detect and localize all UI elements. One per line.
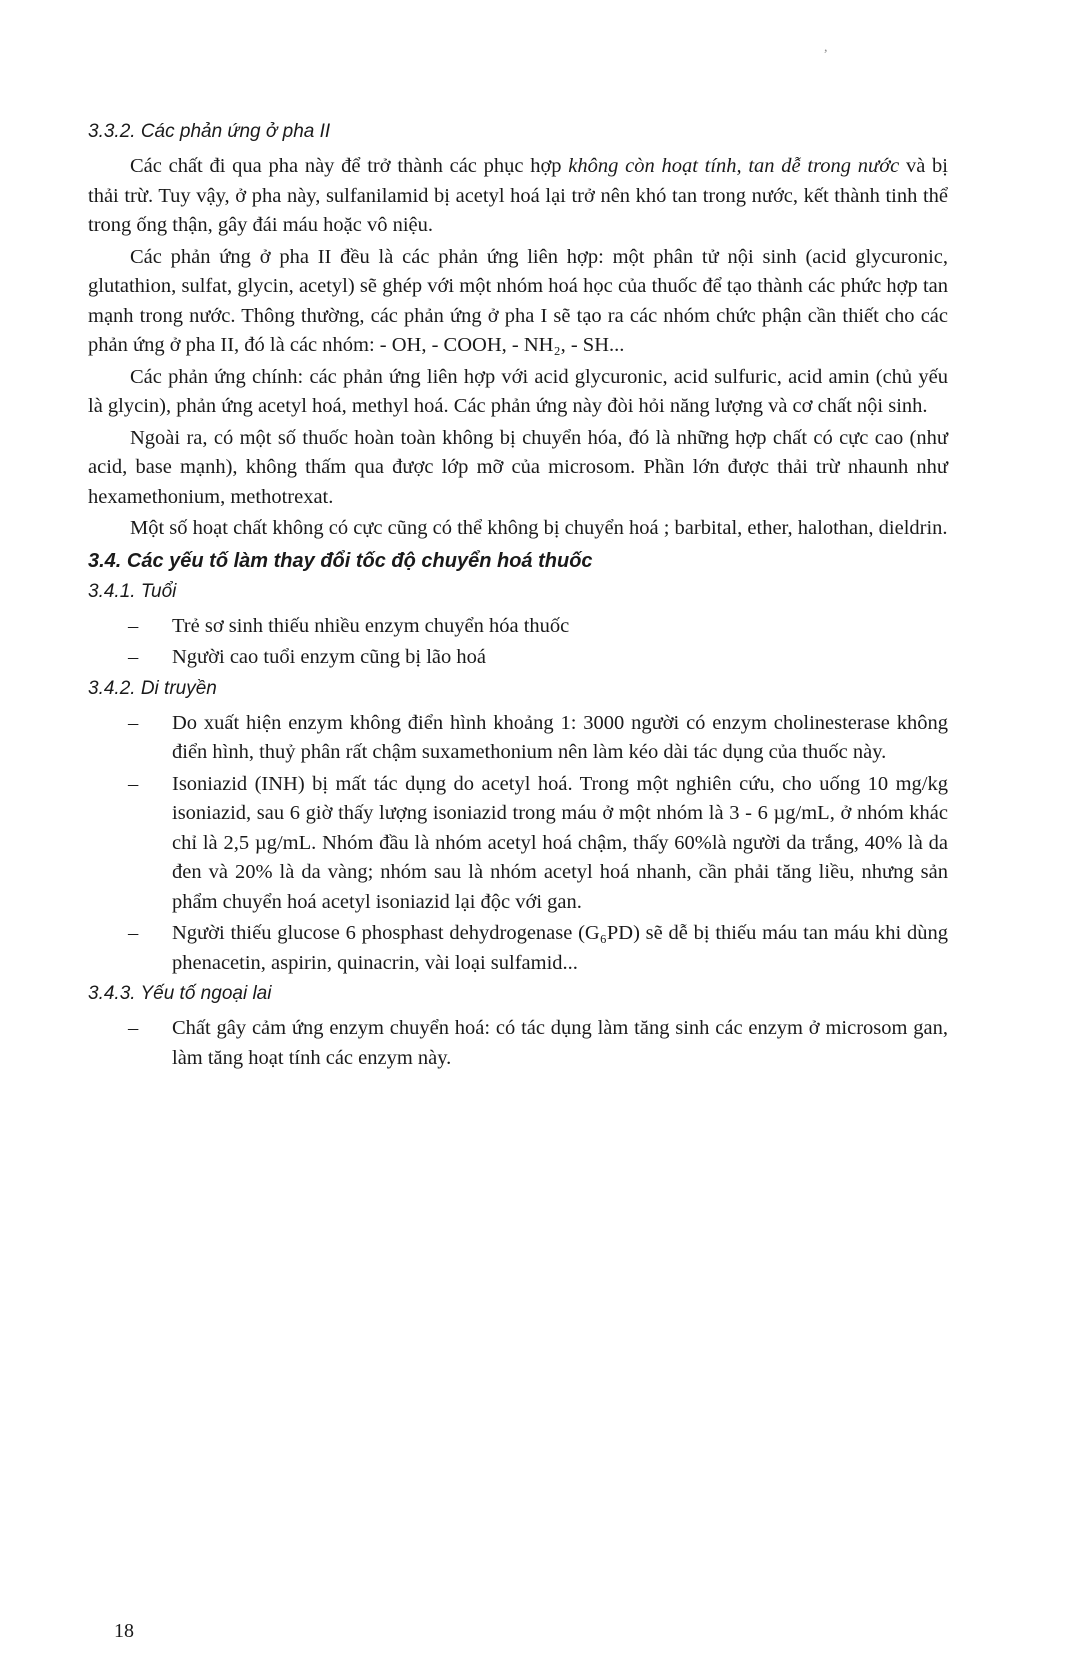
dash-bullet: – <box>128 772 139 795</box>
list-item-text: Do xuất hiện enzym không điển hình khoảng 1: 3000 người có enzym cholinesterase không điển hình, thuỷ phân rất chậm suxamethonium nên làm kéo dài tác dụng của thuốc này. <box>172 711 948 763</box>
list-3-4-3 <box>128 1014 948 1073</box>
dash-bullet: – <box>128 614 139 637</box>
list-item <box>128 770 948 918</box>
page-number: 18 <box>114 1620 134 1642</box>
paragraph-1 <box>88 152 948 241</box>
list-item-text: Người cao tuổi enzym cũng bị lão hoá <box>172 646 486 668</box>
p1-emphasis: không còn hoạt tính, tan dễ trong nước <box>568 155 900 177</box>
list-item <box>128 709 948 768</box>
list-item <box>128 643 948 673</box>
heading-3-3-2: 3.3.2. Các phản ứng ở pha II <box>88 121 331 142</box>
p1-text-a: Các chất đi qua pha này để trở thành các phục hợp <box>130 155 569 177</box>
heading-3-4-3: 3.4.3. Yếu tố ngoại lai <box>88 983 272 1004</box>
paragraph-2: Các phản ứng ở pha II đều là các phản ứng liên hợp: một phân tử nội sinh (acid glycuronic, glutathion, sulfat, glycin, acetyl) sẽ ghép với một nhóm hoá học của thuốc để tạo thành các phức hợp tan mạnh trong nước. Thông thường, các phản ứng ở pha I sẽ tạo ra các nhóm chức phận cần thiết cho các phản ứng ở pha II, đó là các nhóm: - OH, - COOH, - NH₂, - SH... <box>88 245 948 356</box>
paragraph-3: Các phản ứng chính: các phản ứng liên hợp với acid glycuronic, acid sulfuric, acid amin (chủ yếu là glycin), phản ứng acetyl hoá, methyl hoá. Các phản ứng này đòi hỏi năng lượng và cơ chất nội sinh. <box>88 365 948 417</box>
dash-bullet: – <box>128 922 139 944</box>
heading-3-4-2: 3.4.2. Di truyền <box>88 677 217 699</box>
list-item-text: Chất gây cảm ứng enzym chuyển hoá: có tác dụng làm tăng sinh các enzym ở microsom gan, làm tăng hoạt tính các enzym này. <box>172 1017 948 1069</box>
dash-bullet: – <box>128 711 139 734</box>
p1-text-b: và bị thải trừ. Tuy vậy, ở pha này, sulfanilamid bị acetyl hoá lại trở nên khó tan trong nước, kết thành tinh thể trong ống thận, gây đái máu hoặc vô niệu. <box>88 155 949 236</box>
dash-bullet: – <box>128 646 139 668</box>
page-content <box>88 120 948 1077</box>
list-3-4-1 <box>128 612 948 673</box>
dash-bullet: – <box>128 1017 139 1039</box>
heading-3-4-1: 3.4.1. Tuổi <box>88 580 177 602</box>
stray-mark: , <box>824 40 828 55</box>
list-item-text: Isoniazid (INH) bị mất tác dụng do acetyl hoá. Trong một nghiên cứu, cho uống 10 mg/kg isoniazid, sau 6 giờ thấy lượng isoniazid trong máu ở một nhóm là 3 - 6 µg/mL, ở nhóm khác chỉ là 2,5 µg/mL. Nhóm đầu là nhóm acetyl hoá chậm, thấy 60%là người da trắng, 40% là da đen và 20% là da vàng; nhóm sau là nhóm acetyl hoá nhanh, cần phải tăng liều, nhưng sản phẩm chuyển hoá acetyl isoniazid lại độc với gan. <box>172 772 948 913</box>
list-3-4-2 <box>128 709 948 979</box>
list-item <box>128 1014 948 1073</box>
list-item <box>128 612 948 642</box>
paragraph-4: Ngoài ra, có một số thuốc hoàn toàn không bị chuyển hóa, đó là những hợp chất có cực cao (như acid, base mạnh), không thấm qua được lớp mỡ của microsom. Phần lớn được thải trừ nhaunh như hexamethonium, methotrexat. <box>88 426 948 508</box>
list-item-text: Người thiếu glucose 6 phosphast dehydrogenase (G₆PD) sẽ dễ bị thiếu máu tan máu khi dùng phenacetin, aspirin, quinacrin, vài loại sulfamid... <box>172 922 948 974</box>
heading-3-4: 3.4. Các yếu tố làm thay đổi tốc độ chuyển hoá thuốc <box>88 549 593 572</box>
list-item-text: Trẻ sơ sinh thiếu nhiều enzym chuyển hóa thuốc <box>172 614 570 637</box>
list-item <box>128 919 948 978</box>
paragraph-5: Một số hoạt chất không có cực cũng có thể không bị chuyển hoá ; barbital, ether, halothan, dieldrin. <box>130 517 948 539</box>
